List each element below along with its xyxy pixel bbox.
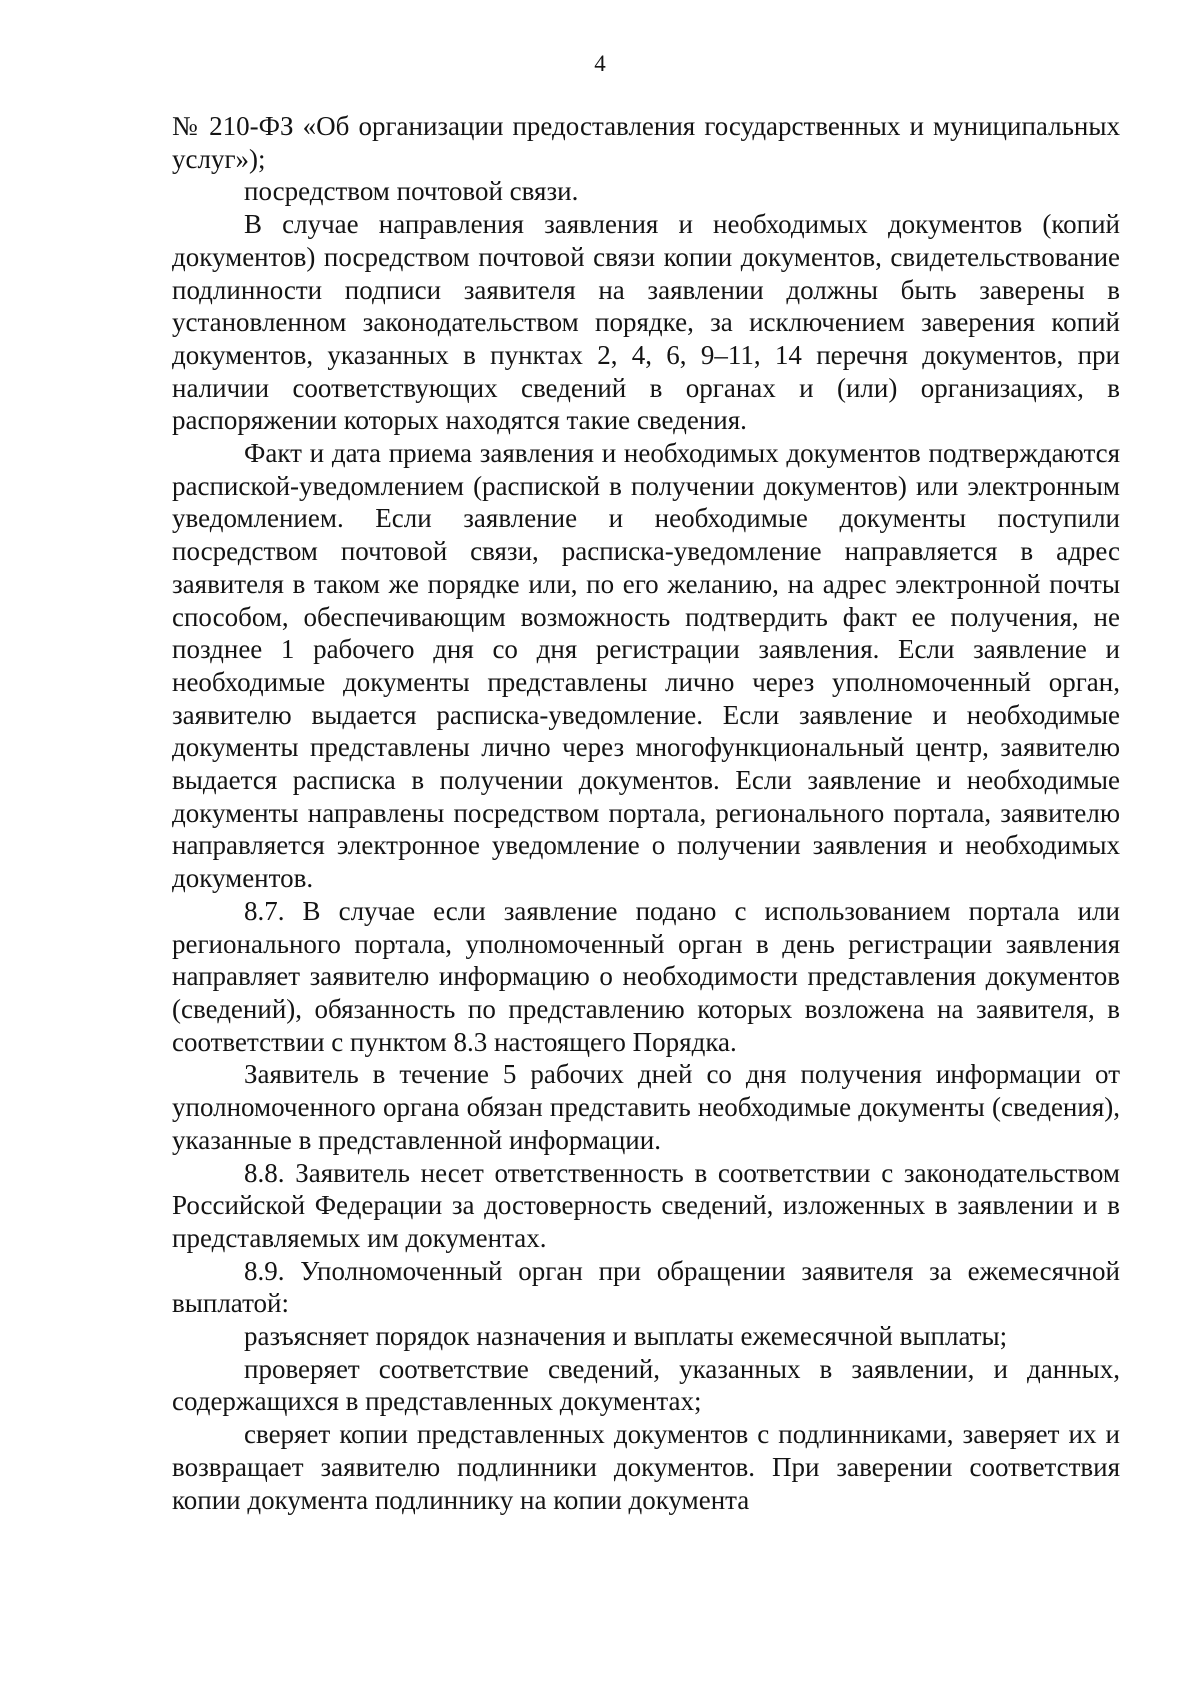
page-number: 4 (594, 51, 606, 76)
paragraph-8-9: 8.9. Уполномоченный орган при обращении заявителя за ежемесячной выплатой: (172, 1255, 1120, 1319)
paragraph-verifies-copies: сверяет копии представленных документов с подлинниками, заверяет их и возвращает заявителю подлинники документов. При заверении соответствия копии документа подлиннику на копии документа (172, 1419, 1120, 1515)
paragraph-law-reference-continuation: № 210-ФЗ «Об организации предоставления государственных и муниципальных услуг»); (172, 111, 1120, 174)
paragraph-receipt-confirmation: Факт и дата приема заявления и необходимых документов подтверждаются распиской-уведомлением (распиской в получении документов) или электронным уведомлением. Если заявление и необходимые документы поступили посредством почтовой связи, расписка-уведомление направляется в адрес заявителя в таком же порядке или, по его желанию, на адрес электронной почты способом, обеспечивающим возможность подтвердить факт ее получения, не позднее 1 рабочего дня со дня регистрации заявления. Если заявление и необходимые документы представлены лично через уполномоченный орган, заявителю выдается расписка-уведомление. Если заявление и необходимые документы представлены лично через многофункциональный центр, заявителю выдается расписка в получении документов. Если заявление и необходимые документы направлены посредством портала, регионального портала, заявителю направляется электронное уведомление о получении заявления и необходимых документов. (172, 438, 1120, 894)
paragraph-explains-procedure: разъясняет порядок назначения и выплаты ежемесячной выплаты; (244, 1321, 1008, 1352)
paragraph-8-8: 8.8. Заявитель несет ответственность в соответствии с законодательством Российской Федерации за достоверность сведений, изложенных в заявлении и в представляемых им документах. (172, 1157, 1120, 1253)
paragraph-applicant-5-days: Заявитель в течение 5 рабочих дней со дня получения информации от уполномоченного органа обязан представить необходимые документы (сведения), указанные в представленной информации. (172, 1059, 1120, 1155)
document-body (172, 110, 1120, 1516)
paragraph-checks-compliance: проверяет соответствие сведений, указанных в заявлении, и данных, содержащихся в представленных документах; (172, 1353, 1120, 1417)
paragraph-8-7: 8.7. В случае если заявление подано с использованием портала или регионального портала, уполномоченный орган в день регистрации заявления направляет заявителю информацию о необходимости представления документов (сведений), обязанность по представлению которых возложена на заявителя, в соответствии с пунктом 8.3 настоящего Порядка. (172, 895, 1120, 1057)
paragraph-postal-copies-certification: В случае направления заявления и необходимых документов (копий документов) посредством почтовой связи копии документов, свидетельствование подлинности подписи заявителя на заявлении должны быть заверены в установленном законодательством порядке, за исключением заверения копий документов, указанных в пунктах 2, 4, 6, 9–11, 14 перечня документов, при наличии соответствующих сведений в органах и (или) организациях, в распоряжении которых находятся такие сведения. (172, 209, 1120, 436)
paragraph-postal-delivery: посредством почтовой связи. (244, 176, 579, 207)
